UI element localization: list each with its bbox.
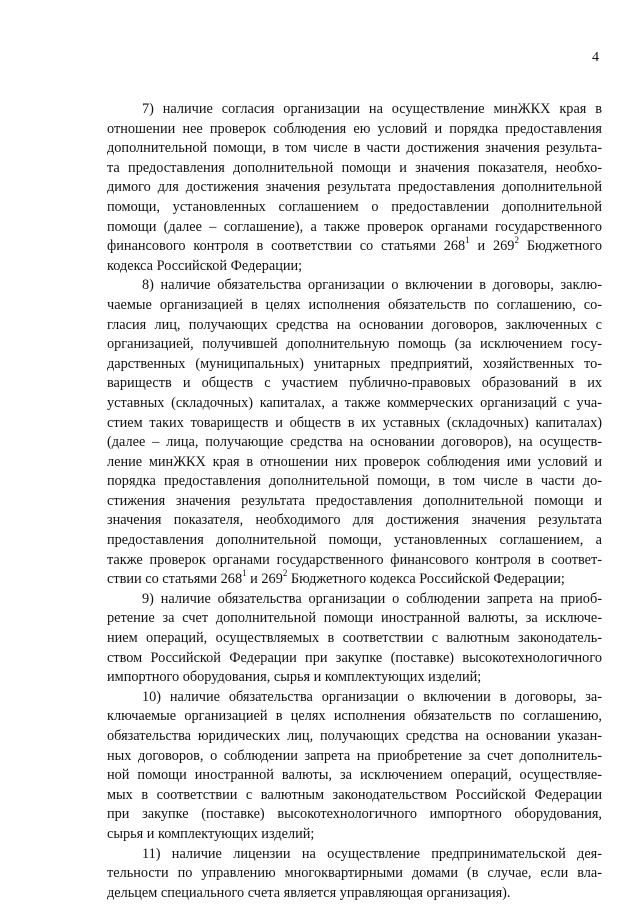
text-line: предоставления дополнительной помощи, установленных соглашением, а [107, 532, 602, 549]
text-line: ством Российской Федерации при закупке (поставке) высокотехнологичного [107, 649, 602, 666]
text-line: ление минЖКХ края в отношении них проверок соблюдения ими условий и [107, 453, 602, 470]
text-line: 7) наличие согласия организации на осуществление минЖКХ края в [142, 101, 602, 117]
text-line: отношении нее проверок соблюдения ею условий и порядка предоставления [107, 120, 602, 137]
text-line: финансового контроля в соответствии со статьями $268^1$ и $269^2$ Бюджетного [107, 235, 602, 255]
text-line: мых в соответствии с валютным законодательством Российской Федерации [107, 786, 602, 803]
superscript: 2 [282, 568, 288, 579]
text-line: дельцем специального счета является управляющая организация). [107, 884, 511, 901]
text-line: та предоставления дополнительной помощи и значения показателя, необхо- [107, 159, 602, 176]
page-number: 4 [592, 50, 599, 65]
text-line: уставных (складочных) капиталах, а также коммерческих организаций с уча- [107, 394, 602, 411]
text-line: гласия лиц, получающих средства на основании договоров, заключенных с [107, 316, 602, 333]
text-line: стижения значения результата предоставления дополнительной помощи и [107, 492, 602, 509]
paragraph-p7 [107, 100, 602, 276]
text-line: (далее – лица, получающие средства на основании договоров), на осуществ- [107, 434, 602, 451]
text-line: организацией, получившей дополнительную помощь (за исключением госу- [107, 336, 602, 353]
text-line: ключаемые организацией в целях исполнения обязательств по соглашению, [107, 708, 602, 725]
text-line: дополнительной помощи, в том числе в части достижения значения результа- [107, 140, 602, 157]
text-line: 11) наличие лицензии на осуществление предпринимательской дея- [142, 845, 602, 862]
superscript: 2 [514, 235, 519, 246]
text-line: обязательства юридических лиц, получающих средства на основании указан- [107, 728, 602, 744]
text-line: 10) наличие обязательства организации о включении в договоры, за- [142, 688, 602, 705]
text-line: ных договоров, о соблюдении запрета на приобретение за счет дополнитель- [107, 747, 602, 764]
text-line: при закупке (поставке) высокотехнологичного импортного оборудования, [107, 806, 602, 823]
text-line: тельности по управлению многоквартирными домами (в случае, если вла- [107, 865, 602, 882]
paragraph-p10 [107, 688, 602, 845]
text-line: кодекса Российской Федерации; [107, 257, 303, 274]
text-line: 8) наличие обязательства организации о включении в договоры, заклю- [142, 277, 602, 294]
text-line: ной помощи иностранной валюты, за исключением операций, осуществляе- [107, 767, 602, 784]
text-line: ретение за счет дополнительной помощи иностранной валюты, за исключе- [107, 610, 602, 627]
text-line: значения показателя, необходимого для достижения значения результата [107, 512, 602, 529]
paragraph-p8 [107, 276, 602, 590]
text-line: стием таких товариществ и обществ в их уставных (складочных) капиталах) [107, 414, 602, 431]
text-line: импортного оборудования, сырья и комплектующих изделий; [107, 669, 482, 686]
text-line: ствии со статьями $268^1$ и $269^2$ Бюджетного кодекса Российской Федерации; [107, 568, 565, 588]
paragraph-p9 [107, 590, 602, 688]
text-line: чаемые организацией в целях исполнения обязательств по соглашению, со- [107, 296, 602, 313]
text-line: нием операций, осуществляемых в соответствии с валютным законодатель- [107, 630, 602, 647]
text-line: вариществ и обществ с участием публично-правовых образований в их [107, 375, 602, 392]
text-line: также проверок органами государственного финансового контроля в соответ- [107, 551, 602, 568]
text-line: сырья и комплектующих изделий; [107, 825, 315, 842]
text-line: димого для достижения значения результата предоставления дополнительной [107, 179, 602, 196]
paragraph-p11 [107, 845, 602, 904]
text-line: порядка предоставления дополнительной помощи, в том числе в части до- [107, 473, 602, 490]
superscript: 1 [242, 568, 247, 579]
text-line: 9) наличие обязательства организации о соблюдении запрета на приоб- [142, 590, 602, 607]
text-line: дарственных (муниципальных) унитарных предприятий, хозяйственных то- [107, 355, 602, 372]
text-line: помощи, установленных соглашением о предоставлении дополнительной [107, 198, 602, 215]
superscript: 1 [465, 235, 470, 246]
text-line: помощи (далее – соглашение), а также проверок органами государственного [107, 218, 602, 235]
document-body [107, 100, 602, 903]
